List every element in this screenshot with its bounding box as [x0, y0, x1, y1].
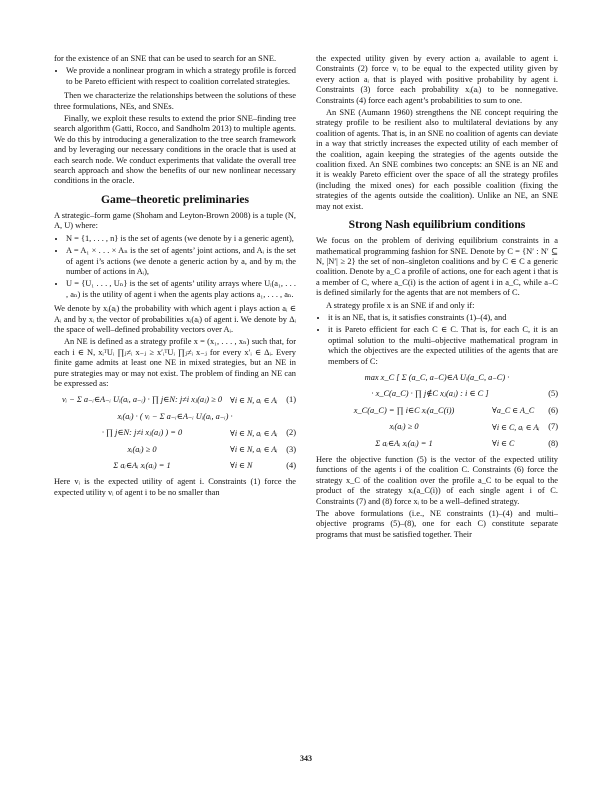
paragraph: An NE is defined as a strategy profile x = (x₁, . . . , xₙ) such that, for each i ∈ N, xᵢᵀUᵢ ∏ⱼ≠ᵢ x₋ⱼ ≥ x′ᵢᵀUᵢ ∏ⱼ≠ᵢ x₋ⱼ for every x′ᵢ ∈ Δᵢ. Every finite game admits at least one NE in mixed strategies, but an NE in pure strategies may or may not exist. The problem of finding an NE can be expressed as:: [54, 337, 296, 388]
paragraph: We focus on the problem of deriving equilibrium constraints in a mathematical programming fashion for SNE. Denote by C = {N′ : N′ ⊆ N, |N′| ≥ 2} the set of non–singleton coalitions and by C ∈ C a generic coalition. Denote by a_C a profile of actions, one for each agent i that is a member of C, where a_C(i) is the action of agent i in a_C, while a₋C is defined similarly for the agents that are not members of C.: [316, 236, 558, 298]
paragraph: The above formulations (i.e., NE constraints (1)–(4) and multi–objective programs (5)–(8), one for each C) constitute separate programs that must be satisfied together. Their: [316, 509, 558, 539]
paragraph: Here the objective function (5) is the vector of the expected utility functions of the agents i of the coalition C. Constraints (6) force the strategy x_C of the coalition over the profile a_C to be equal to the product of the strategy xᵢ(a_C(i)) of each single agent i of C. Constraints (7) and (8) force xᵢ to be a well–defined strategy.: [316, 455, 558, 506]
equation-2a: xᵢ(aᵢ) · ( vᵢ − Σ a₋ᵢ∈A₋ᵢ Uᵢ(aᵢ, a₋ᵢ) ·: [117, 411, 233, 421]
paragraph: We denote by xᵢ(aᵢ) the probability with which agent i plays action aᵢ ∈ Aᵢ and by xᵢ the vector of probabilities xᵢ(aᵢ) of agent i. We denote by Δᵢ the space of well–defined probability vectors over Aᵢ.: [54, 304, 296, 334]
equation-1: vᵢ − Σ a₋ᵢ∈A₋ᵢ Uᵢ(aᵢ, a₋ᵢ) · ∏ j∈N: j≠i xⱼ(aⱼ) ≥ 0 ∀i ∈ N, aᵢ ∈ Aᵢ (1): [61, 395, 296, 405]
left-column: [54, 54, 296, 500]
paragraph: A strategy profile x is an SNE if and only if:: [326, 300, 475, 310]
list-item: • N = {1, . . . , n} is the set of agents (we denote by i a generic agent),: [66, 234, 296, 244]
sne-conditions-list: [316, 313, 558, 367]
paragraph: Finally, we exploit these results to extend the prior SNE–finding tree search algorithm (Gatti, Rocco, and Sandholm 2013) to multiple agents. We do this by introducing a generalization to the tree search framework and by leveraging our necessary conditions in the oracle that is used at each search node. We conduct experiments that validate the overall tree search approach and show the benefits of our new nonlinear necessary conditions in the oracle.: [54, 114, 296, 186]
paragraph: A strategic–form game (Shoham and Leyton-Brown 2008) is a tuple (N, A, U) where:: [54, 210, 296, 231]
equation-4: Σ aᵢ∈Aᵢ xᵢ(aᵢ) = 1 ∀i ∈ N (4): [113, 461, 296, 471]
equation-7: xᵢ(aᵢ) ≥ 0 ∀i ∈ C, aᵢ ∈ Aᵢ (7): [389, 422, 558, 432]
equation-5b: · x_C(a_C) · ∏ j∉C xⱼ(aⱼ) : i ∈ C ] (5): [371, 389, 558, 399]
list-item: • it is an NE, that is, it satisfies constraints (1)–(4), and: [328, 313, 558, 323]
definition-list: [54, 234, 296, 300]
equation-8: Σ aᵢ∈Aᵢ xᵢ(aᵢ) = 1 ∀i ∈ C (8): [375, 438, 558, 449]
list-item: • it is Pareto efficient for each C ∈ C. That is, for each C, it is an optimal solution to the multi–objective mathematical program in which the objectives are the expected utilities of the agents that are members of C:: [328, 325, 558, 367]
equation-3: xᵢ(aᵢ) ≥ 0 ∀i ∈ N, aᵢ ∈ Aᵢ (3): [127, 444, 296, 455]
equation-2b: · ∏ j∈N: j≠i xⱼ(aⱼ) ) = 0 ∀i ∈ N, aᵢ ∈ Aᵢ (2): [101, 428, 296, 438]
paragraph: An SNE (Aumann 1960) strengthens the NE concept requiring the strategy profile to be resilient also to multilateral deviations by any coalition of agents. That is, in an SNE no coalition of agents can deviate in a way that strictly increases the expected utility of each member of the coalition, again keeping the strategies of the agents outside the coalition fixed. An SNE combines two concepts: an SNE is an NE and it is weakly Pareto efficient over the space of all the strategy profiles (including the mixed ones) for each possible coalition (fixing the strategies of the agents outside the coalition). Unlike an NE, an SNE may not exist.: [316, 108, 558, 211]
equation-6: x_C(a_C) = ∏ i∈C xᵢ(a_C(i)) ∀a_C ∈ A_C (6): [353, 405, 558, 416]
page-number: 343: [300, 754, 312, 763]
contribution-list: [54, 66, 296, 87]
list-item: • We provide a nonlinear program in which a strategy profile is forced to be Pareto efficient with respect to coalition correlated strategies.: [66, 66, 296, 87]
paragraph: for the existence of an SNE that can be used to search for an SNE.: [54, 54, 277, 63]
paragraph: Here vᵢ is the expected utility of agent i. Constraints (1) force the expected utility vᵢ of agent i to be no smaller than: [54, 477, 296, 497]
paragraph: the expected utility given by every action aᵢ available to agent i. Constraints (2) force vᵢ to be equal to the expected utility given by every action aᵢ that is played with positive probability by agent i. Constraints (3) force each probability xᵢ(aᵢ) to be nonnegative. Constraints (4) force each agent’s probabilities to sum to one.: [316, 54, 558, 105]
equation-5a: max x_C [ Σ (a_C, a₋C)∈A Uᵢ(a_C, a₋C) ·: [364, 372, 510, 382]
list-item: • U = {U₁ . . . , Uₙ} is the set of agents’ utility arrays where Uᵢ(a₁, . . . , aₙ) is the utility of agent i when the agents play actions a₁, . . . , aₙ.: [66, 279, 296, 300]
section-heading: Strong Nash equilibrium conditions: [348, 218, 526, 232]
paragraph: Then we characterize the relationships between the solutions of these three formulations, NEs, and SNEs.: [54, 91, 296, 111]
right-column: [316, 54, 558, 542]
section-heading: Game–theoretic preliminaries: [101, 192, 249, 206]
list-item: • A = A₁ × . . . × Aₙ is the set of agents’ joint actions, and Aᵢ is the set of agent i’s actions (we denote a generic action by a, and by mᵢ the number of actions in Aᵢ),: [66, 246, 296, 277]
